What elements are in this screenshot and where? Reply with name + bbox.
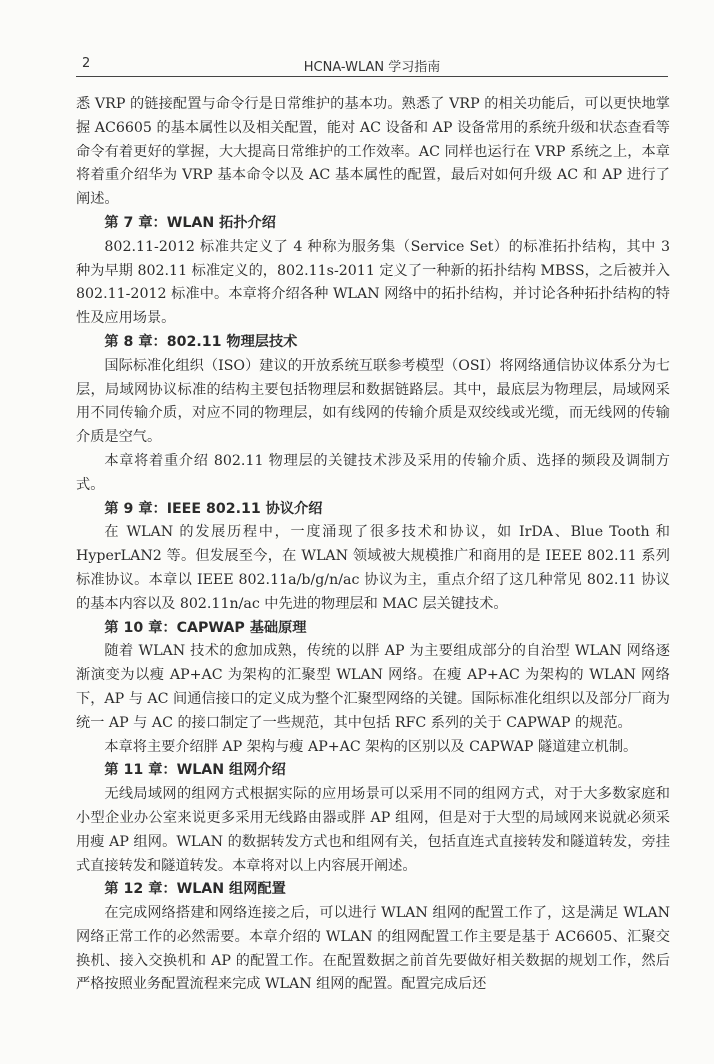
chapter-10-heading: 第 10 章：CAPWAP 基础原理 [104, 619, 307, 636]
chapter-7-paragraph: 802.11-2012 标准共定义了 4 种称为服务集（Service Set）的标准拓扑结构，其中 3 种为早期 802.11 标准定义的，802.11s-2011 定义了一种新的拓扑结构 MBSS，之后被并入 802.11-2012 标准中。本章将介绍各种 WLAN 网络中的拓扑结构，并讨论各种拓扑结构的特性及应用场景。 [76, 238, 670, 327]
chapter-8-heading: 第 8 章：802.11 物理层技术 [104, 333, 298, 350]
chapter-11-heading: 第 11 章：WLAN 组网介绍 [104, 762, 286, 779]
chapter-11-paragraph: 无线局域网的组网方式根据实际的应用场景可以采用不同的组网方式，对于大多数家庭和小型企业办公室来说更多采用无线路由器或胖 AP 组网，但是对于大型的局域网来说就必须采用瘦 AP 组网。WLAN 的数据转发方式也和组网有关，包括直连式直接转发和隧道转发，旁挂式直接转发和隧道转发。本章将对以上内容展开阐述。 [76, 786, 670, 874]
page-number: 2 [82, 56, 91, 71]
chapter-7-heading: 第 7 章：WLAN 拓扑介绍 [104, 214, 276, 231]
intro-paragraph: 悉 VRP 的链接配置与命令行是日常维护的基本功。熟悉了 VRP 的相关功能后，可以更快地掌握 AC6605 的基本属性以及相关配置，能对 AC 设备和 AP 设备常用的系统升级和状态查看等命令有着更好的掌握，大大提高日常维护的工作效率。AC 同样也运行在 VRP 系统之上，本章将着重介绍华为 VRP 基本命令以及 AC 基本属性的配置，最后对如何升级 AC 和 AP 进行了阐述。 [76, 96, 670, 208]
chapter-9-heading: 第 9 章：IEEE 802.11 协议介绍 [104, 500, 323, 517]
chapter-12-paragraph: 在完成网络搭建和网络连接之后，可以进行 WLAN 组网的配置工作了，这是满足 WLAN 网络正常工作的必然需要。本章介绍的 WLAN 的组网配置工作主要是基于 AC6605、汇聚交换机、接入交换机和 AP 的配置工作。在配置数据之前首先要做好相关数据的规划工作，然后严格按照业务配置流程来完成 WLAN 组网的配置。配置完成后还 [76, 905, 670, 993]
chapter-12-heading: 第 12 章：WLAN 组网配置 [104, 881, 286, 898]
running-title: HCNA-WLAN 学习指南 [303, 60, 441, 75]
page-body [76, 93, 670, 997]
chapter-8-paragraph-1: 国际标准化组织（ISO）建议的开放系统互联参考模型（OSI）将网络通信协议体系分为七层，局域网协议标准的结构主要包括物理层和数据链路层。其中，最底层为物理层，局域网采用不同传输介质，对应不同的物理层，如有线网的传输介质是双绞线或光缆，而无线网的传输介质是空气。 [76, 357, 670, 446]
page-header [76, 52, 668, 77]
chapter-9-paragraph: 在 WLAN 的发展历程中，一度涌现了很多技术和协议，如 IrDA、Blue Tooth 和 HyperLAN2 等。但发展至今，在 WLAN 领域被大规模推广和商用的是 IEEE 802.11 系列标准协议。本章以 IEEE 802.11a/b/g/n/ac 协议为主，重点介绍了这几种常见 802.11 协议的基本内容以及 802.11n/ac 中先进的物理层和 MAC 层关键技术。 [76, 524, 670, 612]
chapter-8-paragraph-2: 本章将着重介绍 802.11 物理层的关键技术涉及采用的传输介质、选择的频段及调制方式。 [76, 452, 670, 493]
chapter-10-paragraph-1: 随着 WLAN 技术的愈加成熟，传统的以胖 AP 为主要组成部分的自治型 WLAN 网络逐渐演变为以瘦 AP+AC 为架构的汇聚型 WLAN 网络。在瘦 AP+AC 为架构的 WLAN 网络下，AP 与 AC 间通信接口的定义成为整个汇聚型网络的关键。国际标准化组织以及部分厂商为统一 AP 与 AC 的接口制定了一些规范，其中包括 RFC 系列的关于 CAPWAP 的规范。 [76, 643, 670, 731]
chapter-10-paragraph-2: 本章将主要介绍胖 AP 架构与瘦 AP+AC 架构的区别以及 CAPWAP 隧道建立机制。 [104, 738, 638, 755]
